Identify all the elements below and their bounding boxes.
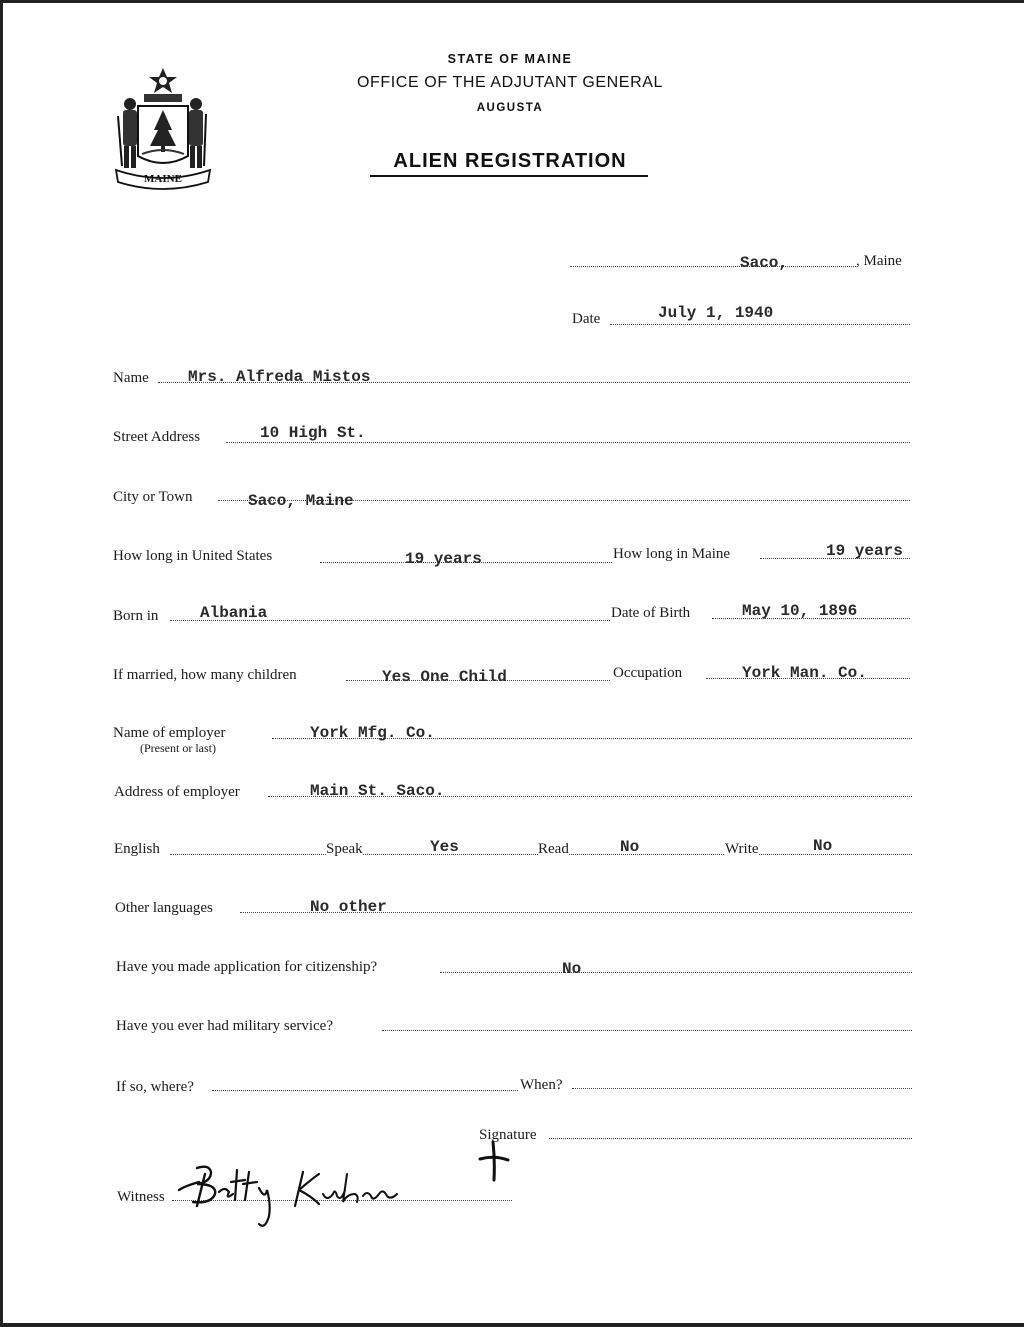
children-value: Yes One Child: [382, 668, 507, 686]
where-label: If so, where?: [116, 1079, 194, 1095]
city-value: Saco, Maine: [248, 492, 354, 510]
date-label: Date: [572, 311, 601, 327]
military-label: Have you ever had military service?: [116, 1018, 333, 1034]
read-value: No: [620, 838, 640, 856]
read-label: Read: [538, 841, 569, 857]
speak-value: Yes: [430, 838, 459, 856]
place-value: Saco,: [740, 254, 789, 272]
header-office: OFFICE OF THE ADJUTANT GENERAL: [356, 74, 664, 91]
street-value: 10 High St.: [260, 424, 366, 442]
speak-label: Speak: [326, 841, 363, 857]
form-title: ALIEN REGISTRATION: [393, 150, 627, 172]
citizenship-value: No: [562, 960, 582, 978]
employer-label: Name of employer: [113, 725, 226, 741]
dob-value: May 10, 1896: [742, 602, 858, 620]
signature-label: Signature: [479, 1127, 537, 1143]
dob-label: Date of Birth: [611, 605, 691, 621]
children-label: If married, how many children: [113, 667, 297, 683]
citizenship-label: Have you made application for citizenship?: [116, 959, 378, 975]
place-suffix: , Maine: [856, 253, 902, 269]
years-maine-value: 19 years: [826, 542, 903, 560]
write-value: No: [813, 837, 833, 855]
occupation-value: York Man. Co.: [742, 664, 867, 682]
scan-border-top: [0, 0, 1024, 3]
street-label: Street Address: [113, 429, 201, 445]
years-us-value: 19 years: [405, 550, 482, 568]
signature-line: [549, 1138, 912, 1139]
city-label: City or Town: [113, 489, 193, 505]
signature-mark: [476, 1140, 512, 1182]
scan-border-bottom: [0, 1323, 1024, 1327]
where-line: [212, 1090, 518, 1091]
employer-value: York Mfg. Co.: [310, 724, 435, 742]
write-label: Write: [725, 841, 759, 857]
military-line: [382, 1030, 912, 1031]
other-languages-value: No other: [310, 898, 387, 916]
street-line: [226, 442, 910, 443]
name-value: Mrs. Alfreda Mistos: [188, 368, 371, 386]
date-line: [610, 324, 910, 325]
citizenship-line: [440, 972, 912, 973]
maine-state-seal-logo: [108, 66, 218, 192]
occupation-label: Occupation: [613, 665, 683, 681]
employer-sublabel: (Present or last): [140, 741, 216, 755]
header-state: STATE OF MAINE: [447, 52, 573, 66]
name-label: Name: [113, 370, 149, 386]
date-value: July 1, 1940: [658, 304, 774, 322]
other-languages-label: Other languages: [115, 900, 213, 916]
born-in-label: Born in: [113, 608, 159, 624]
title-underline: [370, 175, 648, 177]
header-city: AUGUSTA: [476, 102, 544, 114]
when-label: When?: [520, 1077, 563, 1093]
when-line: [572, 1088, 912, 1089]
years-us-label: How long in United States: [113, 548, 273, 564]
witness-label: Witness: [117, 1189, 165, 1205]
employer-address-label: Address of employer: [114, 784, 240, 800]
born-in-value: Albania: [200, 604, 268, 622]
english-label: English: [114, 841, 160, 857]
scan-border-left: [0, 0, 3, 1327]
employer-address-value: Main St. Saco.: [310, 782, 445, 800]
place-line: [570, 266, 856, 267]
witness-signature: [175, 1160, 415, 1232]
years-maine-label: How long in Maine: [613, 546, 731, 562]
seal-banner-text: MAINE: [144, 173, 182, 185]
